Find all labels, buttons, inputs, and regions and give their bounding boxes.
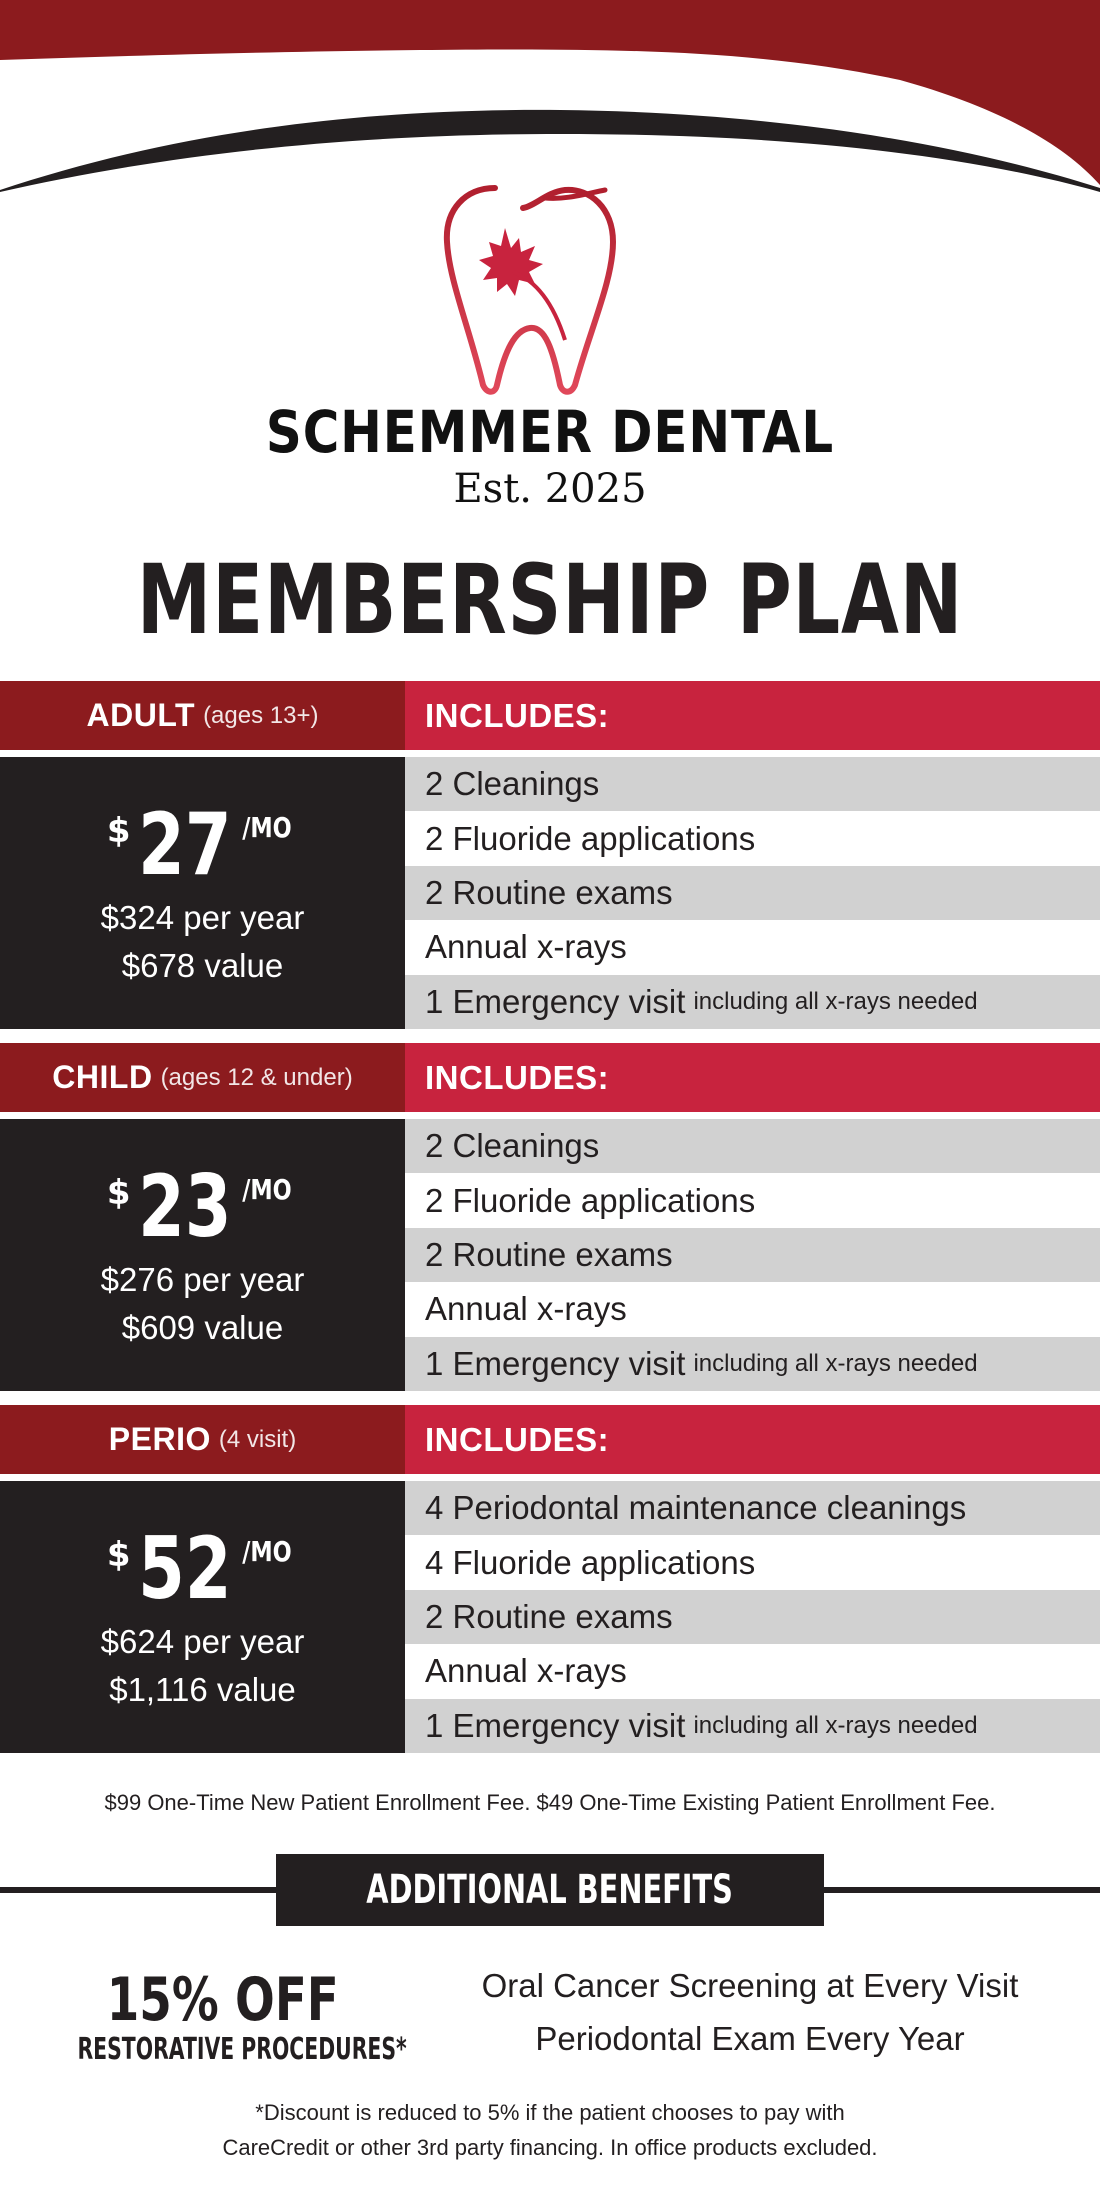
price-period: /MO — [242, 1173, 292, 1206]
list-item: 2 Fluoride applications — [405, 1173, 1100, 1227]
price-currency: $ — [106, 1535, 131, 1575]
discount-footnote-line: *Discount is reduced to 5% if the patient chooses to pay with — [255, 2100, 845, 2125]
enrollment-fee-note: $99 One-Time New Patient Enrollment Fee. $49 One-Time Existing Patient Enrollment Fee. — [104, 1790, 996, 1815]
logo — [0, 180, 1100, 400]
tier-name: PERIO — [108, 1421, 211, 1457]
includes-list — [405, 757, 1100, 1029]
monthly-price — [0, 1521, 405, 1621]
perk-periodontal-exam: Periodontal Exam Every Year — [535, 2020, 965, 2057]
list-item: 2 Routine exams — [405, 866, 1100, 920]
price-panel — [0, 1481, 405, 1753]
discount-subject: RESTORATIVE PROCEDURES* — [77, 2032, 407, 2067]
list-item: 2 Fluoride applications — [405, 811, 1100, 865]
brand-established: Est. 2025 — [453, 466, 647, 512]
list-item: 1 Emergency visit including all x-rays needed — [405, 975, 1100, 1029]
tier-body — [0, 757, 1100, 1029]
tier-qualifier: (ages 13+) — [203, 701, 319, 729]
includes-heading: INCLUDES: — [405, 681, 1100, 750]
tier-header — [0, 1043, 1100, 1112]
list-item: Annual x-rays — [405, 1644, 1100, 1698]
price-amount: 52 — [137, 1519, 232, 1619]
includes-heading: INCLUDES: — [405, 1043, 1100, 1112]
list-item-note: including all x-rays needed — [693, 1349, 978, 1377]
includes-heading: INCLUDES: — [405, 1405, 1100, 1474]
perk-oral-cancer-screening: Oral Cancer Screening at Every Visit — [481, 1967, 1019, 2004]
list-item: 4 Fluoride applications — [405, 1535, 1100, 1589]
price-per-year: $624 per year — [100, 1623, 305, 1660]
tier-body — [0, 1481, 1100, 1753]
additional-benefits-banner — [276, 1854, 824, 1926]
list-item: 2 Cleanings — [405, 757, 1100, 811]
price-period: /MO — [242, 811, 292, 844]
brand-name: SCHEMMER DENTAL — [265, 398, 835, 466]
price-value: $609 value — [121, 1309, 284, 1346]
list-item: 2 Routine exams — [405, 1228, 1100, 1282]
price-panel — [0, 757, 405, 1029]
tier-body — [0, 1119, 1100, 1391]
tier-name-cell — [0, 1043, 405, 1112]
tier-header — [0, 1405, 1100, 1474]
tooth-with-maple-leaf-icon — [435, 180, 665, 400]
tier-header — [0, 681, 1100, 750]
list-item: 1 Emergency visit including all x-rays needed — [405, 1337, 1100, 1391]
tier-name-cell — [0, 1405, 405, 1474]
tier-name: ADULT — [86, 697, 196, 733]
tier-name-cell — [0, 681, 405, 750]
monthly-price — [0, 797, 405, 897]
includes-list — [405, 1119, 1100, 1391]
list-item-note: including all x-rays needed — [693, 987, 978, 1015]
list-item-note: including all x-rays needed — [693, 1711, 978, 1739]
discount-footnote-line: CareCredit or other 3rd party financing. In office products excluded. — [222, 2135, 878, 2160]
price-per-year: $276 per year — [100, 1261, 305, 1298]
price-value: $1,116 value — [109, 1671, 296, 1708]
tier-name: CHILD — [52, 1059, 153, 1095]
price-value: $678 value — [121, 947, 284, 984]
page-title: MEMBERSHIP PLAN — [136, 544, 964, 656]
list-item: 1 Emergency visit including all x-rays needed — [405, 1699, 1100, 1753]
price-amount: 27 — [137, 795, 232, 895]
list-item: 2 Cleanings — [405, 1119, 1100, 1173]
price-amount: 23 — [137, 1157, 232, 1257]
price-per-year: $324 per year — [100, 899, 305, 936]
price-period: /MO — [242, 1535, 292, 1568]
header-swoosh-decoration — [0, 0, 1100, 200]
list-item: Annual x-rays — [405, 1282, 1100, 1336]
price-currency: $ — [106, 811, 131, 851]
tier-qualifier: (ages 12 & under) — [160, 1063, 353, 1091]
additional-benefits-heading: ADDITIONAL BENEFITS — [366, 1867, 734, 1913]
list-item: Annual x-rays — [405, 920, 1100, 974]
tier-qualifier: (4 visit) — [218, 1425, 297, 1453]
monthly-price — [0, 1159, 405, 1259]
price-panel — [0, 1119, 405, 1391]
includes-list — [405, 1481, 1100, 1753]
price-currency: $ — [106, 1173, 131, 1213]
list-item: 4 Periodontal maintenance cleanings — [405, 1481, 1100, 1535]
list-item: 2 Routine exams — [405, 1590, 1100, 1644]
discount-headline: 15% OFF — [106, 1965, 339, 2035]
